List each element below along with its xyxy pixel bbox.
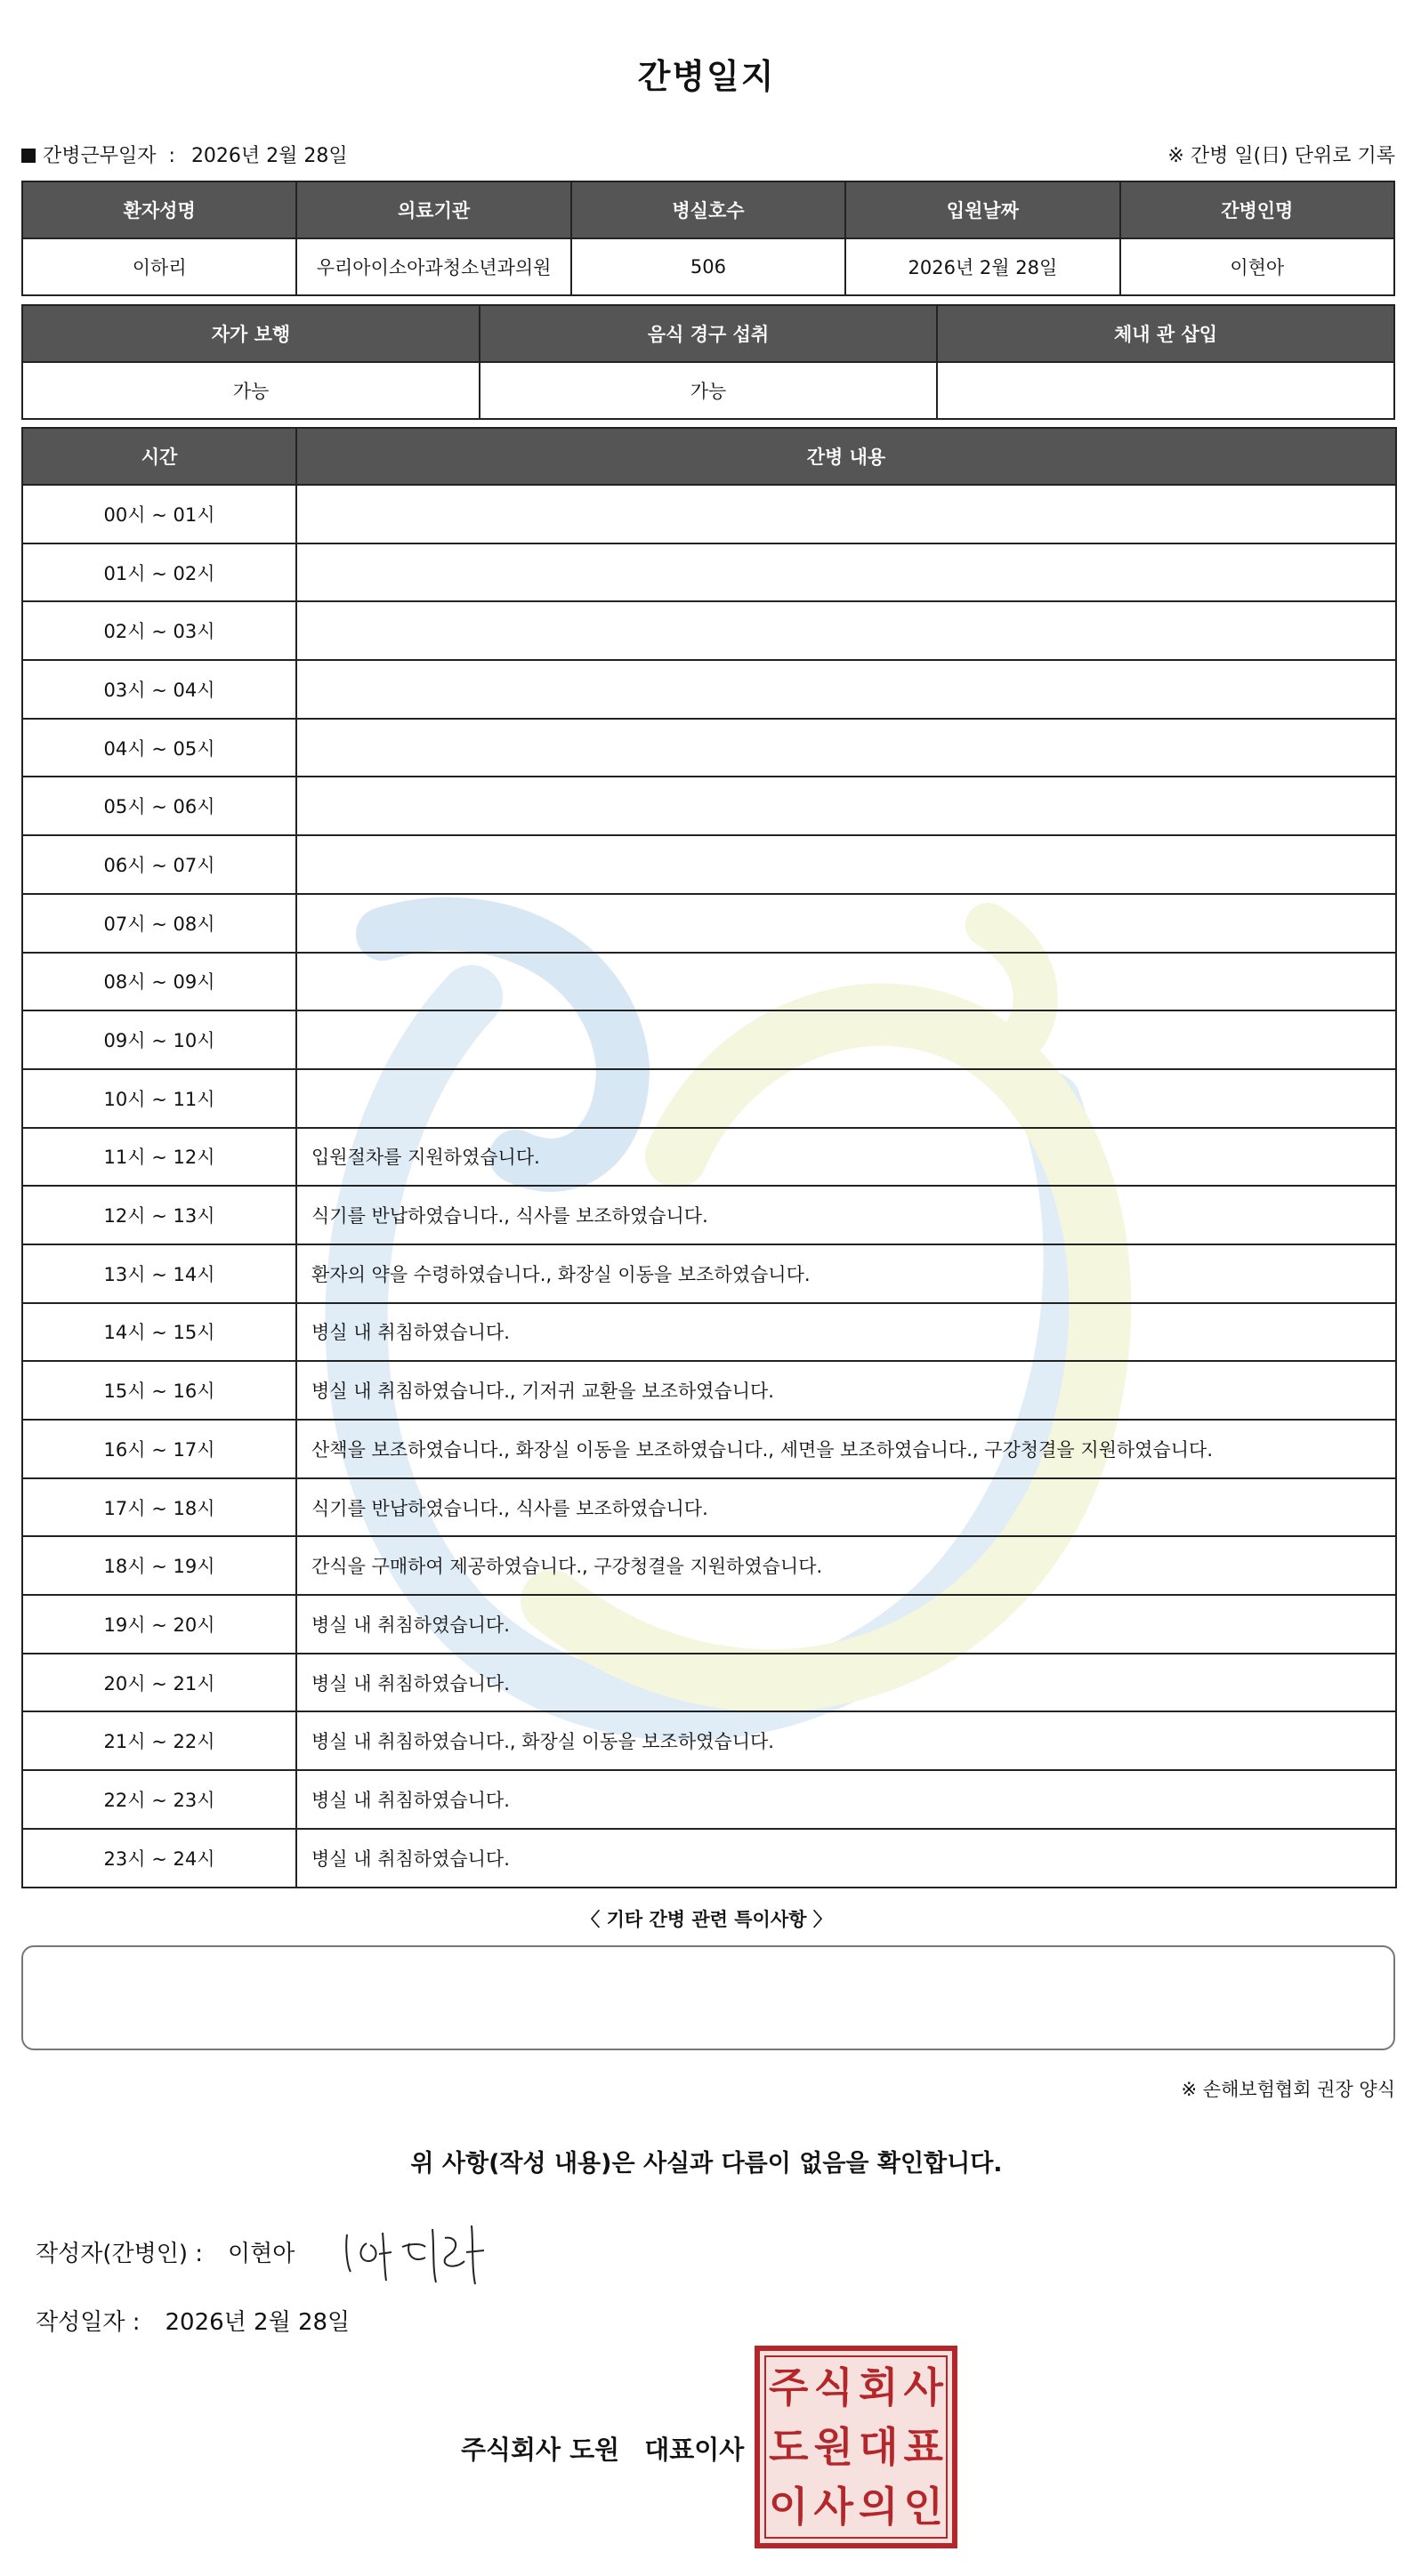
table-row [22, 1420, 1396, 1478]
table-row [22, 835, 1396, 894]
seal-character: 식 [813, 2363, 853, 2411]
writer-line [36, 2235, 295, 2268]
table-row [22, 1478, 1396, 1537]
header-oral-intake: 음식 경구 섭취 [480, 305, 937, 362]
table-row [22, 1303, 1396, 1362]
status-header-row [22, 305, 1394, 362]
care-content [296, 601, 1396, 660]
info-header-row [22, 181, 1394, 238]
care-content [296, 485, 1396, 543]
work-date-colon: : [168, 145, 175, 167]
table-row [22, 894, 1396, 953]
seal-character: 표 [903, 2422, 943, 2471]
caregiver-name: 이현아 [1120, 238, 1394, 295]
care-content: 간식을 구매하여 제공하였습니다., 구강청결을 지원하였습니다. [296, 1536, 1396, 1595]
time-slot: 12시 ~ 13시 [22, 1186, 296, 1244]
log-header-row [22, 428, 1396, 485]
time-slot: 23시 ~ 24시 [22, 1829, 296, 1888]
record-note: ※ 간병 일(日) 단위로 기록 [1167, 145, 1395, 167]
time-slot: 15시 ~ 16시 [22, 1361, 296, 1420]
time-slot: 11시 ~ 12시 [22, 1128, 296, 1187]
special-notes-box [21, 1945, 1395, 2050]
work-date-label: 간병근무일자 [43, 145, 157, 167]
time-slot: 19시 ~ 20시 [22, 1595, 296, 1654]
time-slot: 00시 ~ 01시 [22, 485, 296, 543]
care-content [296, 953, 1396, 1011]
seal-character: 주 [769, 2363, 809, 2411]
work-date-line [21, 141, 348, 168]
square-bullet-icon [21, 149, 36, 163]
seal-character: 회 [859, 2363, 899, 2411]
care-content [296, 894, 1396, 953]
time-slot: 04시 ~ 05시 [22, 719, 296, 777]
table-row [22, 1595, 1396, 1654]
care-log-table [21, 427, 1397, 1888]
confirmation-statement: 위 사항(작성 내용)은 사실과 다름이 없음을 확인합니다. [410, 2150, 1003, 2178]
company-seal-stamp [755, 2346, 957, 2548]
time-slot: 09시 ~ 10시 [22, 1010, 296, 1069]
time-slot: 13시 ~ 14시 [22, 1244, 296, 1303]
seal-character: 대 [859, 2422, 899, 2471]
table-row [22, 1186, 1396, 1244]
self-walking-value: 가능 [22, 362, 480, 419]
company-ceo-title: 대표이사 [644, 2435, 745, 2465]
care-content: 병실 내 취침하였습니다. [296, 1303, 1396, 1362]
table-row [22, 1829, 1396, 1888]
table-row [22, 1244, 1396, 1303]
table-row [22, 485, 1396, 543]
care-content: 산책을 보조하였습니다., 화장실 이동을 보조하였습니다., 세면을 보조하였습니다., 구강청결을 지원하였습니다. [296, 1420, 1396, 1478]
care-content: 병실 내 취침하였습니다. [296, 1595, 1396, 1654]
document-title: 간병일지 [637, 57, 776, 96]
table-row [22, 1711, 1396, 1770]
care-content: 환자의 약을 수령하였습니다., 화장실 이동을 보조하였습니다. [296, 1244, 1396, 1303]
time-slot: 01시 ~ 02시 [22, 543, 296, 602]
patient-info-table [21, 181, 1395, 296]
care-content: 병실 내 취침하였습니다. [296, 1654, 1396, 1712]
care-content [296, 543, 1396, 602]
care-content [296, 660, 1396, 719]
header-room-number: 병실호수 [571, 181, 845, 238]
writer-name: 이현아 [228, 2241, 295, 2267]
room-number: 506 [571, 238, 845, 295]
writer-label: 작성자(간병인) : [36, 2241, 204, 2267]
work-date-value: 2026년 2월 28일 [190, 145, 348, 167]
header-self-walking: 자가 보행 [22, 305, 480, 362]
written-date-value: 2026년 2월 28일 [165, 2309, 351, 2336]
seal-characters [764, 2355, 948, 2539]
table-row [22, 660, 1396, 719]
table-row [22, 1536, 1396, 1595]
care-content [296, 1010, 1396, 1069]
company-name: 주식회사 도원 [461, 2435, 620, 2465]
time-slot: 16시 ~ 17시 [22, 1420, 296, 1478]
written-date-label: 작성일자 : [36, 2309, 141, 2336]
care-content: 병실 내 취침하였습니다., 기저귀 교환을 보조하였습니다. [296, 1361, 1396, 1420]
status-value-row [22, 362, 1394, 419]
table-row [22, 1361, 1396, 1420]
seal-character: 사 [903, 2363, 943, 2411]
patient-name: 이하리 [22, 238, 296, 295]
care-content: 병실 내 취침하였습니다. [296, 1829, 1396, 1888]
care-content: 입원절차를 지원하였습니다. [296, 1128, 1396, 1187]
seal-character: 인 [903, 2483, 943, 2532]
header-tube-insertion: 체내 관 삽입 [937, 305, 1394, 362]
company-signature-line [461, 2430, 744, 2467]
time-slot: 14시 ~ 15시 [22, 1303, 296, 1362]
table-row [22, 543, 1396, 602]
written-date-line [36, 2304, 350, 2337]
care-content [296, 1069, 1396, 1128]
handwritten-signature [340, 2217, 491, 2288]
hospital-name: 우리아이소아과청소년과의원 [296, 238, 570, 295]
seal-character: 사 [813, 2483, 853, 2532]
time-slot: 07시 ~ 08시 [22, 894, 296, 953]
header-care-content: 간병 내용 [296, 428, 1396, 485]
header-caregiver-name: 간병인명 [1120, 181, 1394, 238]
info-value-row [22, 238, 1394, 295]
patient-status-table [21, 304, 1395, 420]
care-content: 병실 내 취침하였습니다. [296, 1770, 1396, 1829]
header-admission-date: 입원날짜 [845, 181, 1119, 238]
table-row [22, 1010, 1396, 1069]
time-slot: 17시 ~ 18시 [22, 1478, 296, 1537]
seal-character: 이 [769, 2483, 809, 2532]
care-content [296, 835, 1396, 894]
table-row [22, 601, 1396, 660]
table-row [22, 1654, 1396, 1712]
header-patient-name: 환자성명 [22, 181, 296, 238]
seal-character: 원 [813, 2422, 853, 2471]
table-row [22, 953, 1396, 1011]
time-slot: 06시 ~ 07시 [22, 835, 296, 894]
seal-character: 의 [859, 2483, 899, 2532]
time-slot: 02시 ~ 03시 [22, 601, 296, 660]
special-notes-title: 〈 기타 간병 관련 특이사항 〉 [581, 1909, 832, 1930]
time-slot: 22시 ~ 23시 [22, 1770, 296, 1829]
time-slot: 18시 ~ 19시 [22, 1536, 296, 1595]
header-hospital: 의료기관 [296, 181, 570, 238]
form-source-note: ※ 손해보험협회 권장 양식 [1181, 2079, 1395, 2100]
table-row [22, 719, 1396, 777]
care-content: 식기를 반납하였습니다., 식사를 보조하였습니다. [296, 1186, 1396, 1244]
admission-date: 2026년 2월 28일 [845, 238, 1119, 295]
care-content: 식기를 반납하였습니다., 식사를 보조하였습니다. [296, 1478, 1396, 1537]
time-slot: 21시 ~ 22시 [22, 1711, 296, 1770]
time-slot: 10시 ~ 11시 [22, 1069, 296, 1128]
table-row [22, 777, 1396, 835]
care-content: 병실 내 취침하였습니다., 화장실 이동을 보조하였습니다. [296, 1711, 1396, 1770]
table-row [22, 1069, 1396, 1128]
time-slot: 05시 ~ 06시 [22, 777, 296, 835]
care-content [296, 719, 1396, 777]
time-slot: 03시 ~ 04시 [22, 660, 296, 719]
header-time: 시간 [22, 428, 296, 485]
care-content [296, 777, 1396, 835]
time-slot: 08시 ~ 09시 [22, 953, 296, 1011]
tube-insertion-value [937, 362, 1394, 419]
table-row [22, 1128, 1396, 1187]
oral-intake-value: 가능 [480, 362, 937, 419]
time-slot: 20시 ~ 21시 [22, 1654, 296, 1712]
seal-character: 도 [769, 2422, 809, 2471]
table-row [22, 1770, 1396, 1829]
